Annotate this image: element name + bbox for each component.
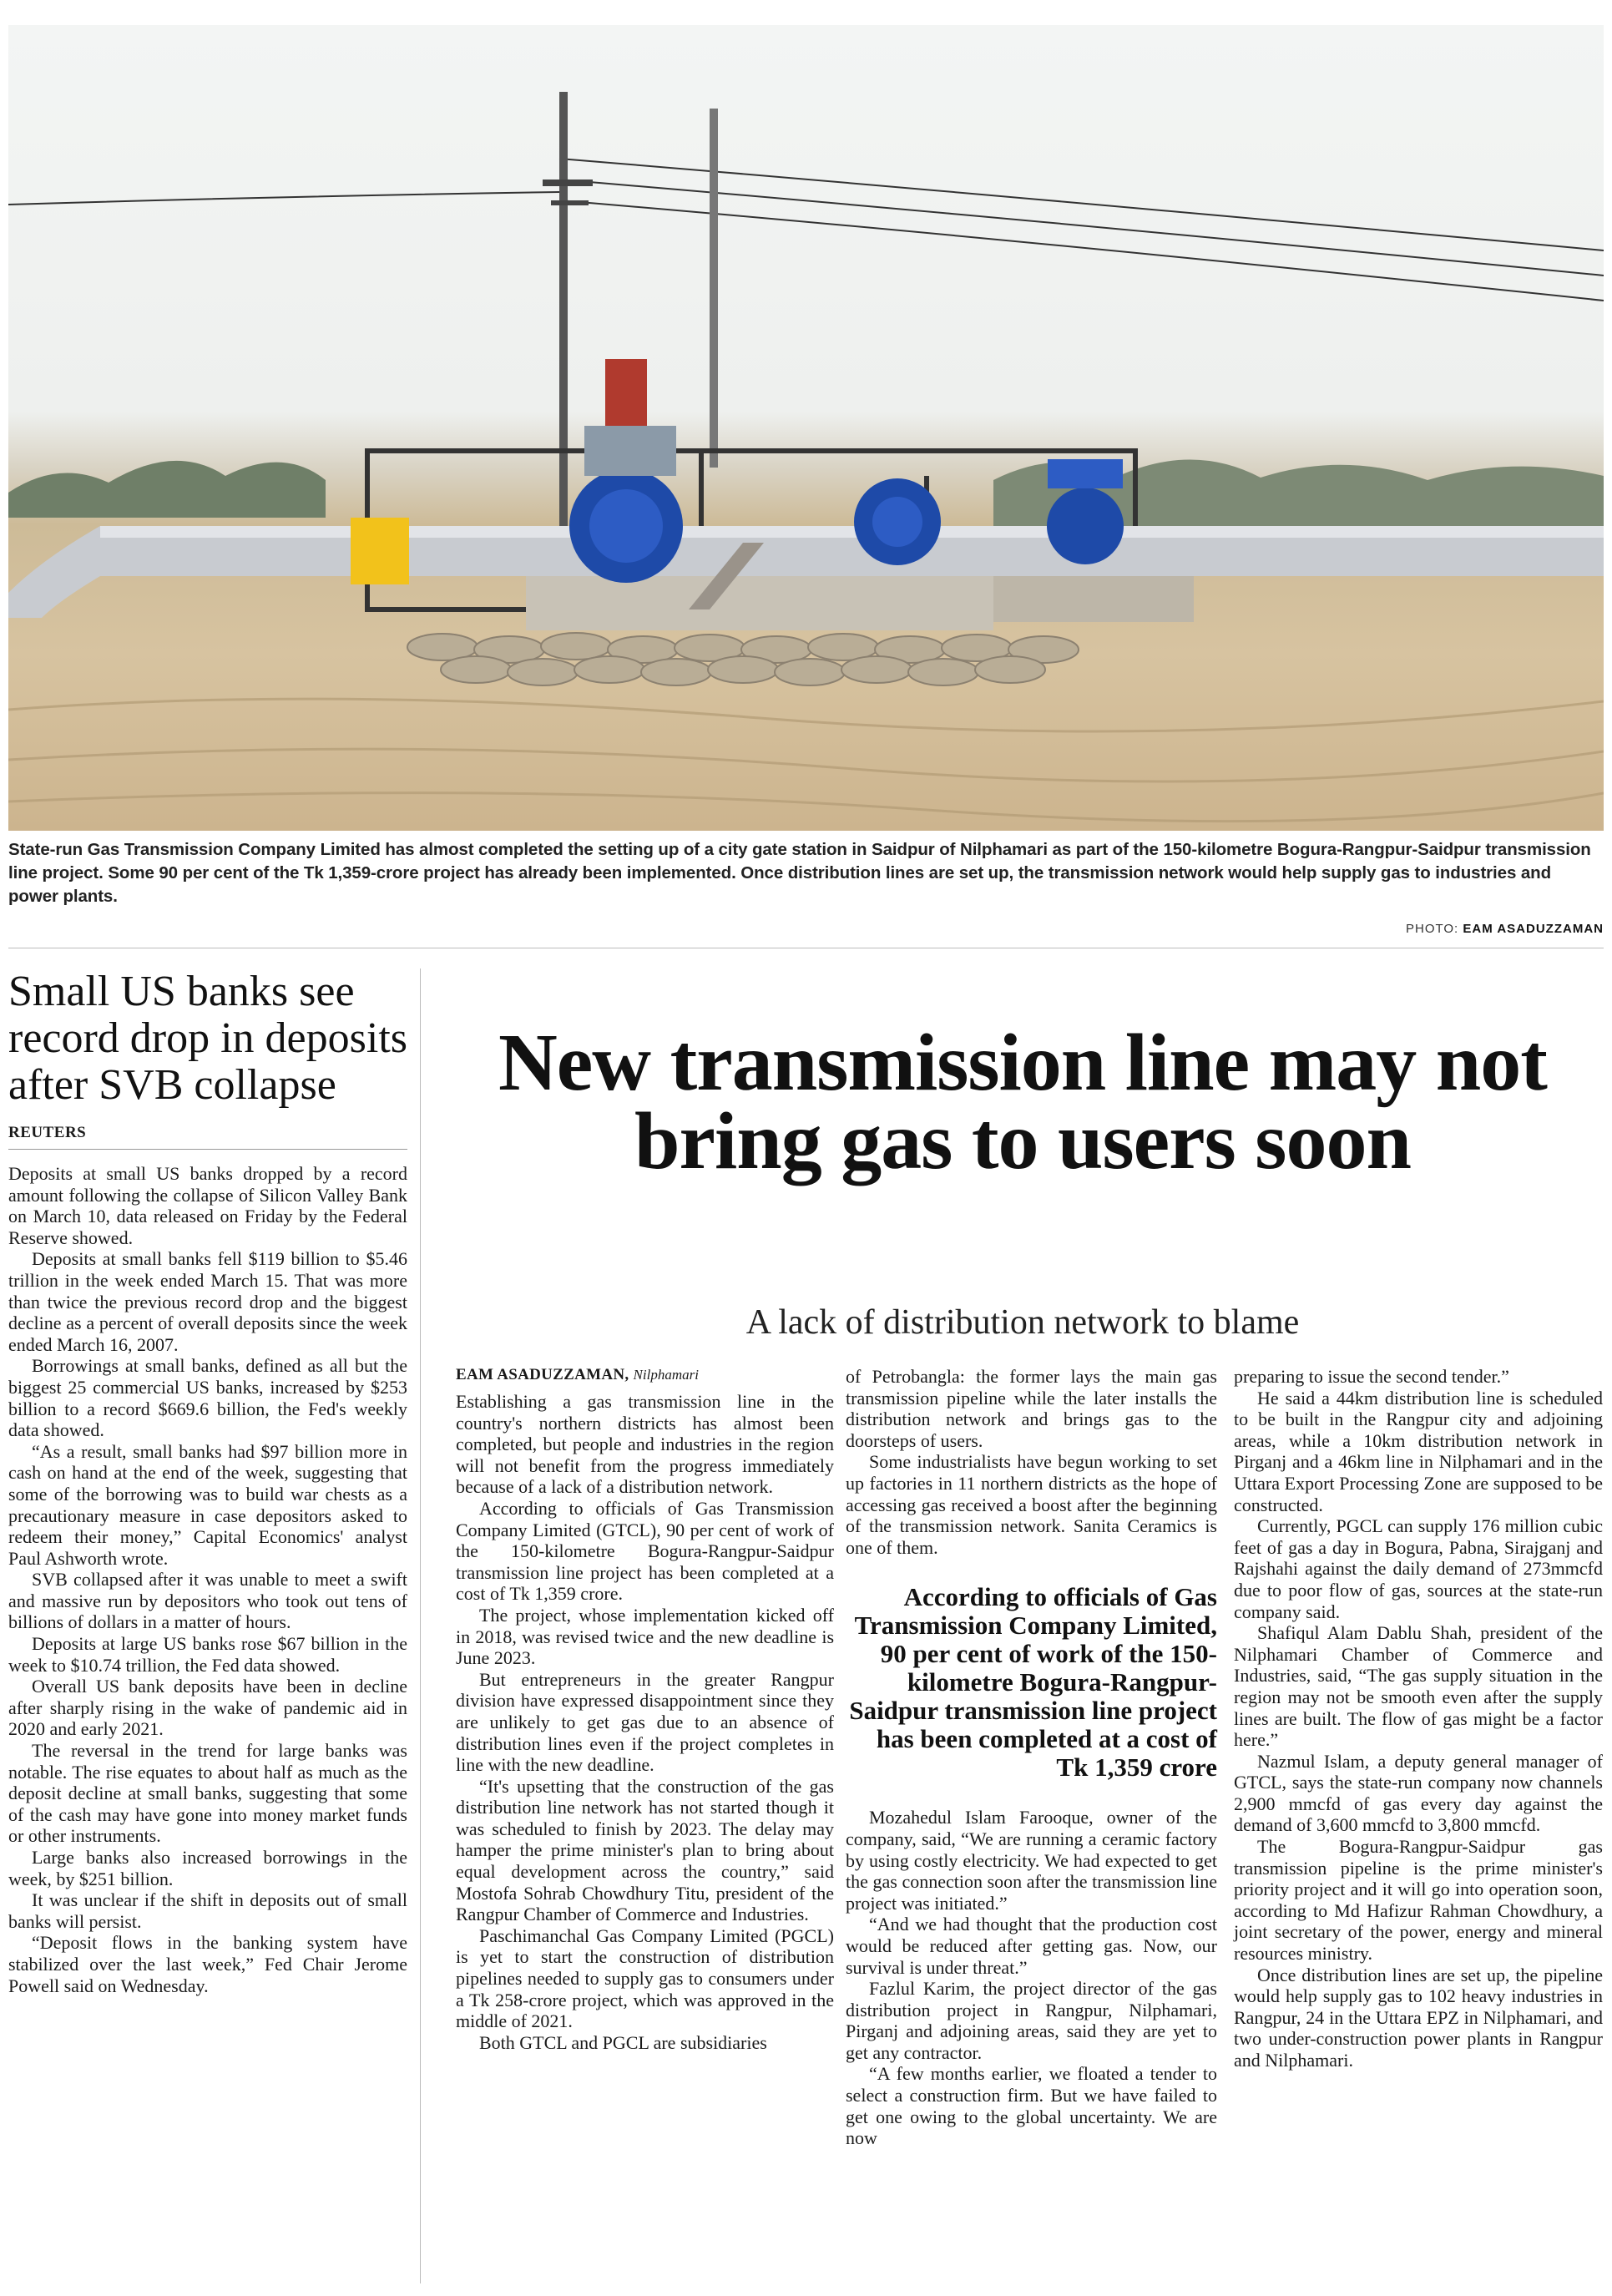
byline-name: EAM ASADUZZAMAN, xyxy=(456,1366,629,1383)
column-divider xyxy=(420,968,421,2283)
left-story xyxy=(8,968,407,1996)
paragraph: Some industrialists have begun working to set up factories in 11 northern districts as the hope of accessing gas received a boost after the beginning of the transmission network. Sanita Ceramics is one of them. xyxy=(846,1451,1217,1558)
left-story-body xyxy=(8,1163,407,1996)
main-story-column-2 xyxy=(846,1366,1217,2149)
pipeline-photo-illustration xyxy=(8,25,1604,831)
photo-caption: State-run Gas Transmission Company Limited has almost completed the setting up of a city gate station in Saidpur of Nilphamari as part of the 150-kilometre Bogura-Rangpur-Saidpur transmission line project. Some 90 per cent of the Tk 1,359-crore project has already been implemented. Once distribution lines are set up, the transmission network would help supply gas to industries and power plants. xyxy=(8,840,1591,906)
paragraph: Deposits at small banks fell $119 billion to $5.46 trillion in the week ended March 15. That was more than twice the previous record drop and the biggest decline as a percent of overall deposits since the week ended March 16, 2007. xyxy=(8,1248,407,1355)
news-photo xyxy=(8,25,1604,831)
paragraph: “It's upsetting that the construction of the gas distribution line network has not started though it was scheduled to finish by 2023. The delay may hamper the prime minister's plan to bring about equal development across the country,” said Mostofa Sohrab Chowdhury Titu, president of the Rangpur Chamber of Commerce and Industries. xyxy=(456,1775,834,1925)
paragraph: Large banks also increased borrowings in the week, by $251 billion. xyxy=(8,1847,407,1889)
paragraph: SVB collapsed after it was unable to meet a swift and massive run by depositors who took out tens of billions of dollars in a matter of hours. xyxy=(8,1569,407,1633)
paragraph: “Deposit flows in the banking system have stabilized over the last week,” Fed Chair Jerome Powell said on Wednesday. xyxy=(8,1932,407,1996)
paragraph: It was unclear if the shift in deposits out of small banks will persist. xyxy=(8,1889,407,1932)
main-headline: New transmission line may not bring gas to users soon xyxy=(498,1017,1547,1186)
left-story-headline: Small US banks see record drop in deposits after SVB collapse xyxy=(8,968,408,1109)
paragraph: Establishing a gas transmission line in the country's northern districts has almost been completed, but people and industries in the region will not benefit from the progress immediately because of a lack of a distribution network. xyxy=(456,1391,834,1498)
paragraph: Overall US bank deposits have been in decline after sharply rising in the wake of pandemic aid in 2020 and early 2021. xyxy=(8,1676,407,1740)
paragraph: “As a result, small banks had $97 billion more in cash on hand at the end of the week, suggesting that some of the borrowing was to build war chests as a precautionary measure in case depositors asked to redeem their money,” Capital Economics' analyst Paul Ashworth wrote. xyxy=(8,1440,407,1569)
photo-credit xyxy=(1406,922,1604,936)
paragraph: of Petrobangla: the former lays the main gas transmission pipeline while the later installs the distribution network and brings gas to the doorsteps of users. xyxy=(846,1366,1217,1451)
paragraph: The project, whose implementation kicked off in 2018, was revised twice and the new deadline is June 2023. xyxy=(456,1604,834,1669)
paragraph: Both GTCL and PGCL are subsidiaries xyxy=(479,2031,767,2053)
paragraph: The Bogura-Rangpur-Saidpur gas transmission pipeline is the prime minister's priority project and it will go into operation soon, according to Md Hafizur Rahman Chowdhury, a joint secretary of the power, energy and mineral resources ministry. xyxy=(1234,1836,1603,1965)
paragraph: Mozahedul Islam Farooque, owner of the company, said, “We are running a ceramic factory by using costly electricity. We had expected to get the gas connection soon after the transmission line project was initiated.” xyxy=(846,1807,1217,1914)
paragraph: Fazlul Karim, the project director of the gas distribution project in Rangpur, Nilphamari, Pirganj and adjoining areas, said they are yet to get any contractor. xyxy=(846,1978,1217,2063)
paragraph: Deposits at large US banks rose $67 billion in the week to $10.74 trillion, the Fed data showed. xyxy=(8,1633,407,1676)
paragraph: Shafiqul Alam Dablu Shah, president of the Nilphamari Chamber of Commerce and Industries, said, “The gas supply situation in the region may not be smooth even after the supply lines are built. The flow of gas might be a factor here.” xyxy=(1234,1622,1603,1751)
main-story-column-3 xyxy=(1234,1366,1603,2071)
byline-place: Nilphamari xyxy=(633,1367,699,1383)
photo-credit-label: PHOTO: xyxy=(1405,922,1459,936)
paragraph: Deposits at small US banks dropped by a record amount following the collapse of Silicon Valley Bank on March 10, data released on Friday by the Federal Reserve showed. xyxy=(8,1163,407,1248)
paragraph: “And we had thought that the production cost would be reduced after getting gas. Now, our survival is under threat.” xyxy=(846,1914,1217,1978)
paragraph: According to officials of Gas Transmission Company Limited (GTCL), 90 per cent of work of the 150-kilometre Bogura-Rangpur-Saidpur transmission line project has been completed at a cost of Tk 1,359 crore. xyxy=(456,1497,834,1605)
photo-credit-name: EAM ASADUZZAMAN xyxy=(1463,922,1604,936)
paragraph: Nazmul Islam, a deputy general manager of GTCL, says the state-run company now channels 2,900 mmcfd of gas every day against the demand of 3,600 mmcfd to 3,800 mmcfd. xyxy=(1234,1750,1603,1836)
paragraph: Borrowings at small banks, defined as all but the biggest 25 commercial US banks, increased by $253 billion to a record $669.6 billion, the Fed's weekly data showed. xyxy=(8,1355,407,1441)
paragraph: Currently, PGCL can supply 176 million cubic feet of gas a day in Bogura, Pabna, Sirajganj and Rajshahi against the daily demand of 273mmcfd due to poor flow of gas, sources at the state-run company said. xyxy=(1234,1515,1603,1622)
paragraph: The reversal in the trend for large banks was notable. The rise equates to about half as much as the deposit decline at small banks, suggesting that some of the cash may have gone into money market funds or other instruments. xyxy=(8,1740,407,1847)
pull-quote: According to officials of Gas Transmission Company Limited, 90 per cent of work of the 150-kilometre Bogura-Rangpur-Saidpur transmission line project has been completed at a cost of Tk 1,359 crore xyxy=(849,1582,1217,1783)
paragraph: He said a 44km distribution line is scheduled to be built in the Rangpur city and adjoining areas, while a 10km distribution network in Pirganj and a 46km line in Nilphamari and in the Uttara Export Processing Zone are supposed to be constructed. xyxy=(1234,1387,1603,1515)
main-story-byline xyxy=(456,1366,834,1384)
paragraph: “A few months earlier, we floated a tender to select a construction firm. But we have failed to get one owing to the global uncertainty. We are now xyxy=(846,2063,1217,2149)
main-story-column-1 xyxy=(456,1366,834,2053)
left-story-byline: REUTERS xyxy=(8,1124,407,1150)
main-subheadline: A lack of distribution network to blame xyxy=(745,1303,1300,1342)
paragraph: But entrepreneurs in the greater Rangpur division have expressed disappointment since they are unlikely to get gas due to an absence of distribution lines even if the project completes in line with the new deadline. xyxy=(456,1668,834,1776)
paragraph: Once distribution lines are set up, the pipeline would help supply gas to 102 heavy industries in Rangpur, 24 in the Uttara EPZ in Nilphamari, and two under-construction power plants in Rangpur and Nilphamari. xyxy=(1234,1964,1603,2071)
paragraph: preparing to issue the second tender.” xyxy=(1234,1366,1509,1387)
paragraph: Paschimanchal Gas Company Limited (PGCL) is yet to start the construction of distribution pipelines needed to supply gas to consumers under a Tk 258-crore project, which was approved in the middle of 2021. xyxy=(456,1924,834,2032)
